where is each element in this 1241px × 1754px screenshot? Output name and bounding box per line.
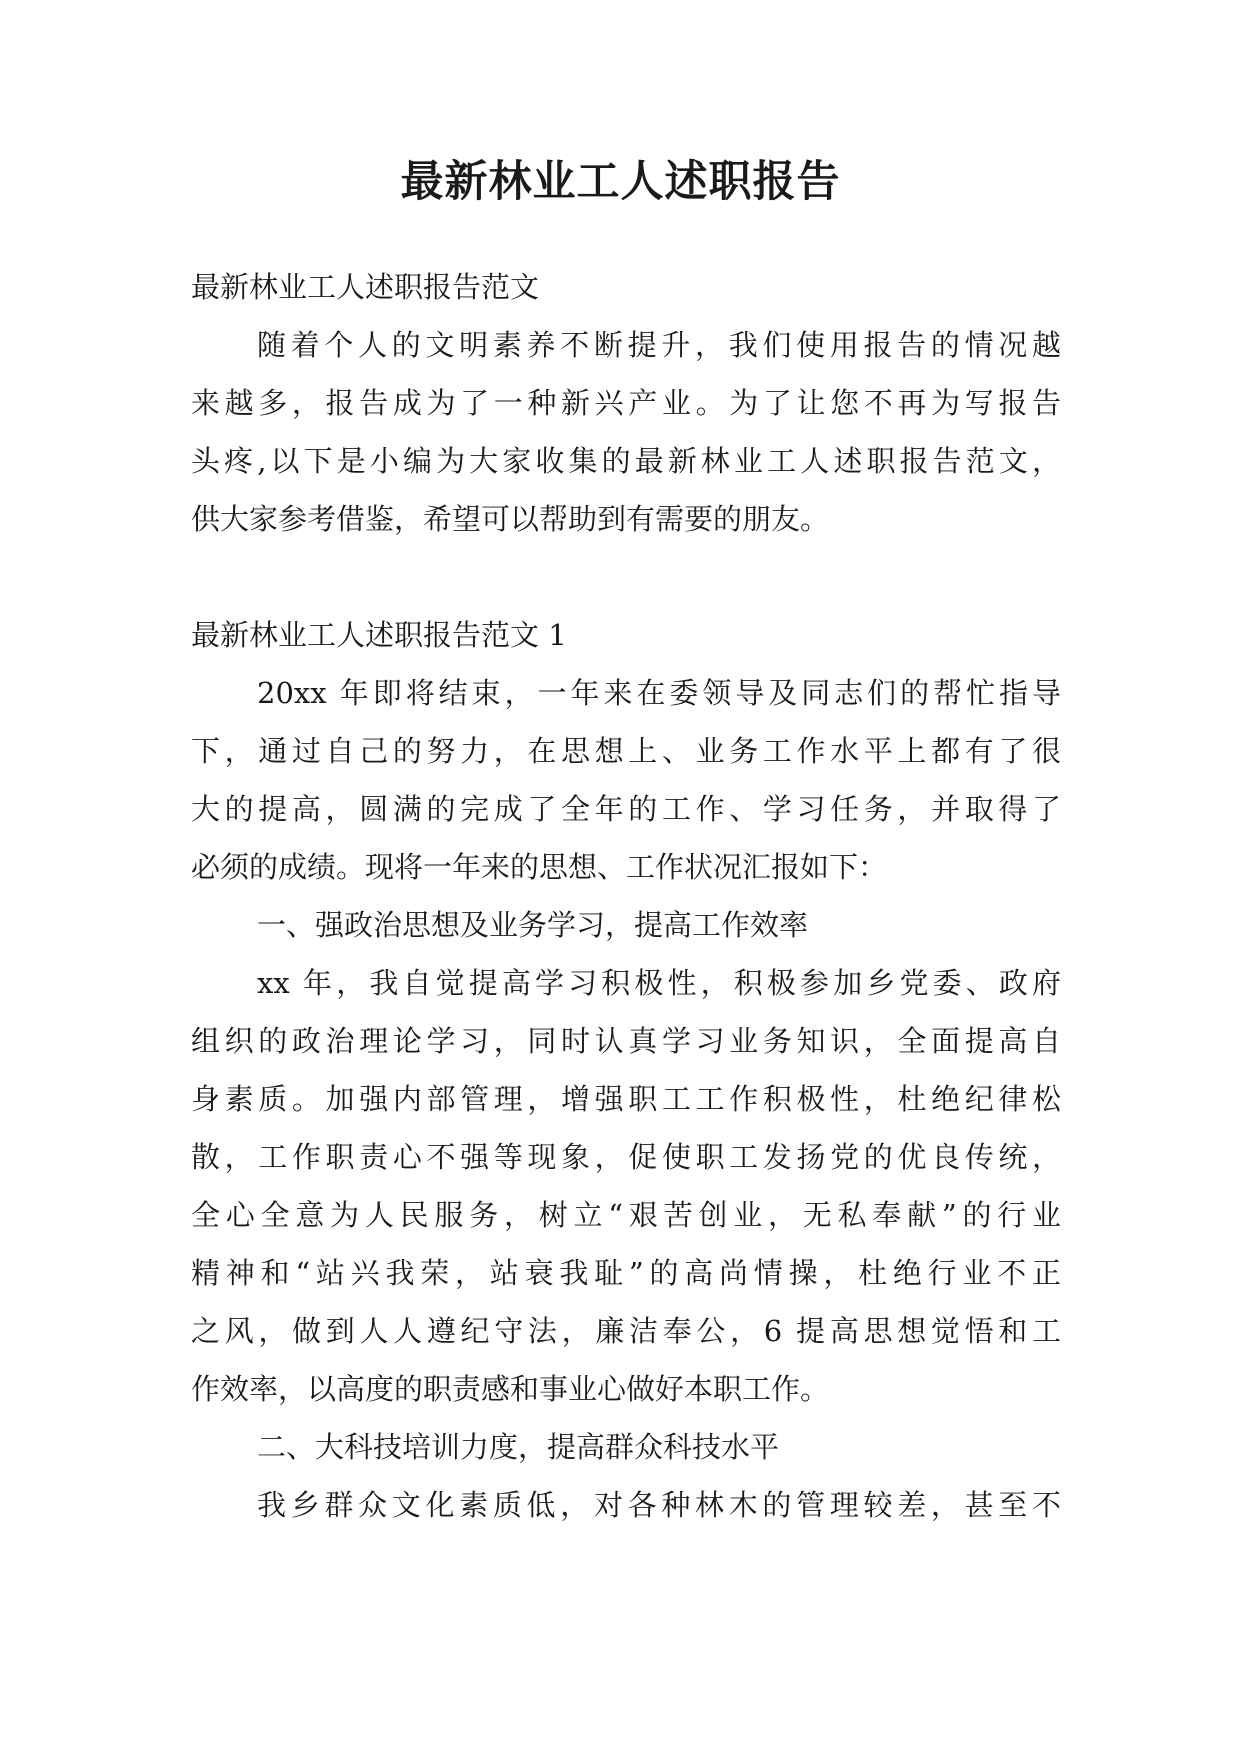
paragraph-line: 供大家参考借鉴，希望可以帮助到有需要的朋友。 <box>191 502 830 536</box>
paragraph-gap <box>191 548 1061 606</box>
paragraph-line: 之风，做到人人遵纪守法，廉洁奉公，6 提高思想觉悟和工 <box>191 1314 1061 1348</box>
paragraph-line: 随着个人的文明素养不断提升，我们使用报告的情况越 <box>257 328 1061 362</box>
paragraph-line: 身素质。加强内部管理，增强职工工作积极性，杜绝纪律松 <box>191 1082 1061 1116</box>
point-heading: 二、大科技培训力度，提高群众科技水平 <box>257 1430 780 1464</box>
paragraph-line: 作效率，以高度的职责感和事业心做好本职工作。 <box>191 1372 830 1406</box>
document-title: 最新林业工人述职报告 <box>400 157 841 207</box>
paragraph-line: 来越多，报告成为了一种新兴产业。为了让您不再为写报告 <box>191 386 1061 420</box>
paragraph-line: 大的提高，圆满的完成了全年的工作、学习任务，并取得了 <box>191 792 1061 826</box>
paragraph-line: 下，通过自己的努力，在思想上、业务工作水平上都有了很 <box>191 734 1061 768</box>
document-body <box>191 258 1061 1534</box>
paragraph-line: xx 年，我自觉提高学习积极性，积极参加乡党委、政府 <box>257 966 1061 1000</box>
paragraph-line: 组织的政治理论学习，同时认真学习业务知识，全面提高自 <box>191 1024 1061 1058</box>
paragraph-line: 20xx 年即将结束，一年来在委领导及同志们的帮忙指导 <box>257 676 1061 710</box>
paragraph-line: 我乡群众文化素质低，对各种林木的管理较差，甚至不 <box>257 1488 1061 1522</box>
paragraph-line: 散，工作职责心不强等现象，促使职工发扬党的优良传统， <box>191 1140 1061 1174</box>
point-heading: 一、强政治思想及业务学习，提高工作效率 <box>257 908 809 942</box>
paragraph-line: 全心全意为人民服务，树立“艰苦创业，无私奉献”的行业 <box>191 1198 1061 1232</box>
paragraph-line: 头疼,以下是小编为大家收集的最新林业工人述职报告范文， <box>191 444 1061 478</box>
paragraph-line: 精神和“站兴我荣，站衰我耻”的高尚情操，杜绝行业不正 <box>191 1256 1061 1290</box>
section-heading: 最新林业工人述职报告范文 1 <box>191 618 567 652</box>
paragraph-line: 必须的成绩。现将一年来的思想、工作状况汇报如下： <box>191 850 888 884</box>
subtitle: 最新林业工人述职报告范文 <box>191 270 540 304</box>
